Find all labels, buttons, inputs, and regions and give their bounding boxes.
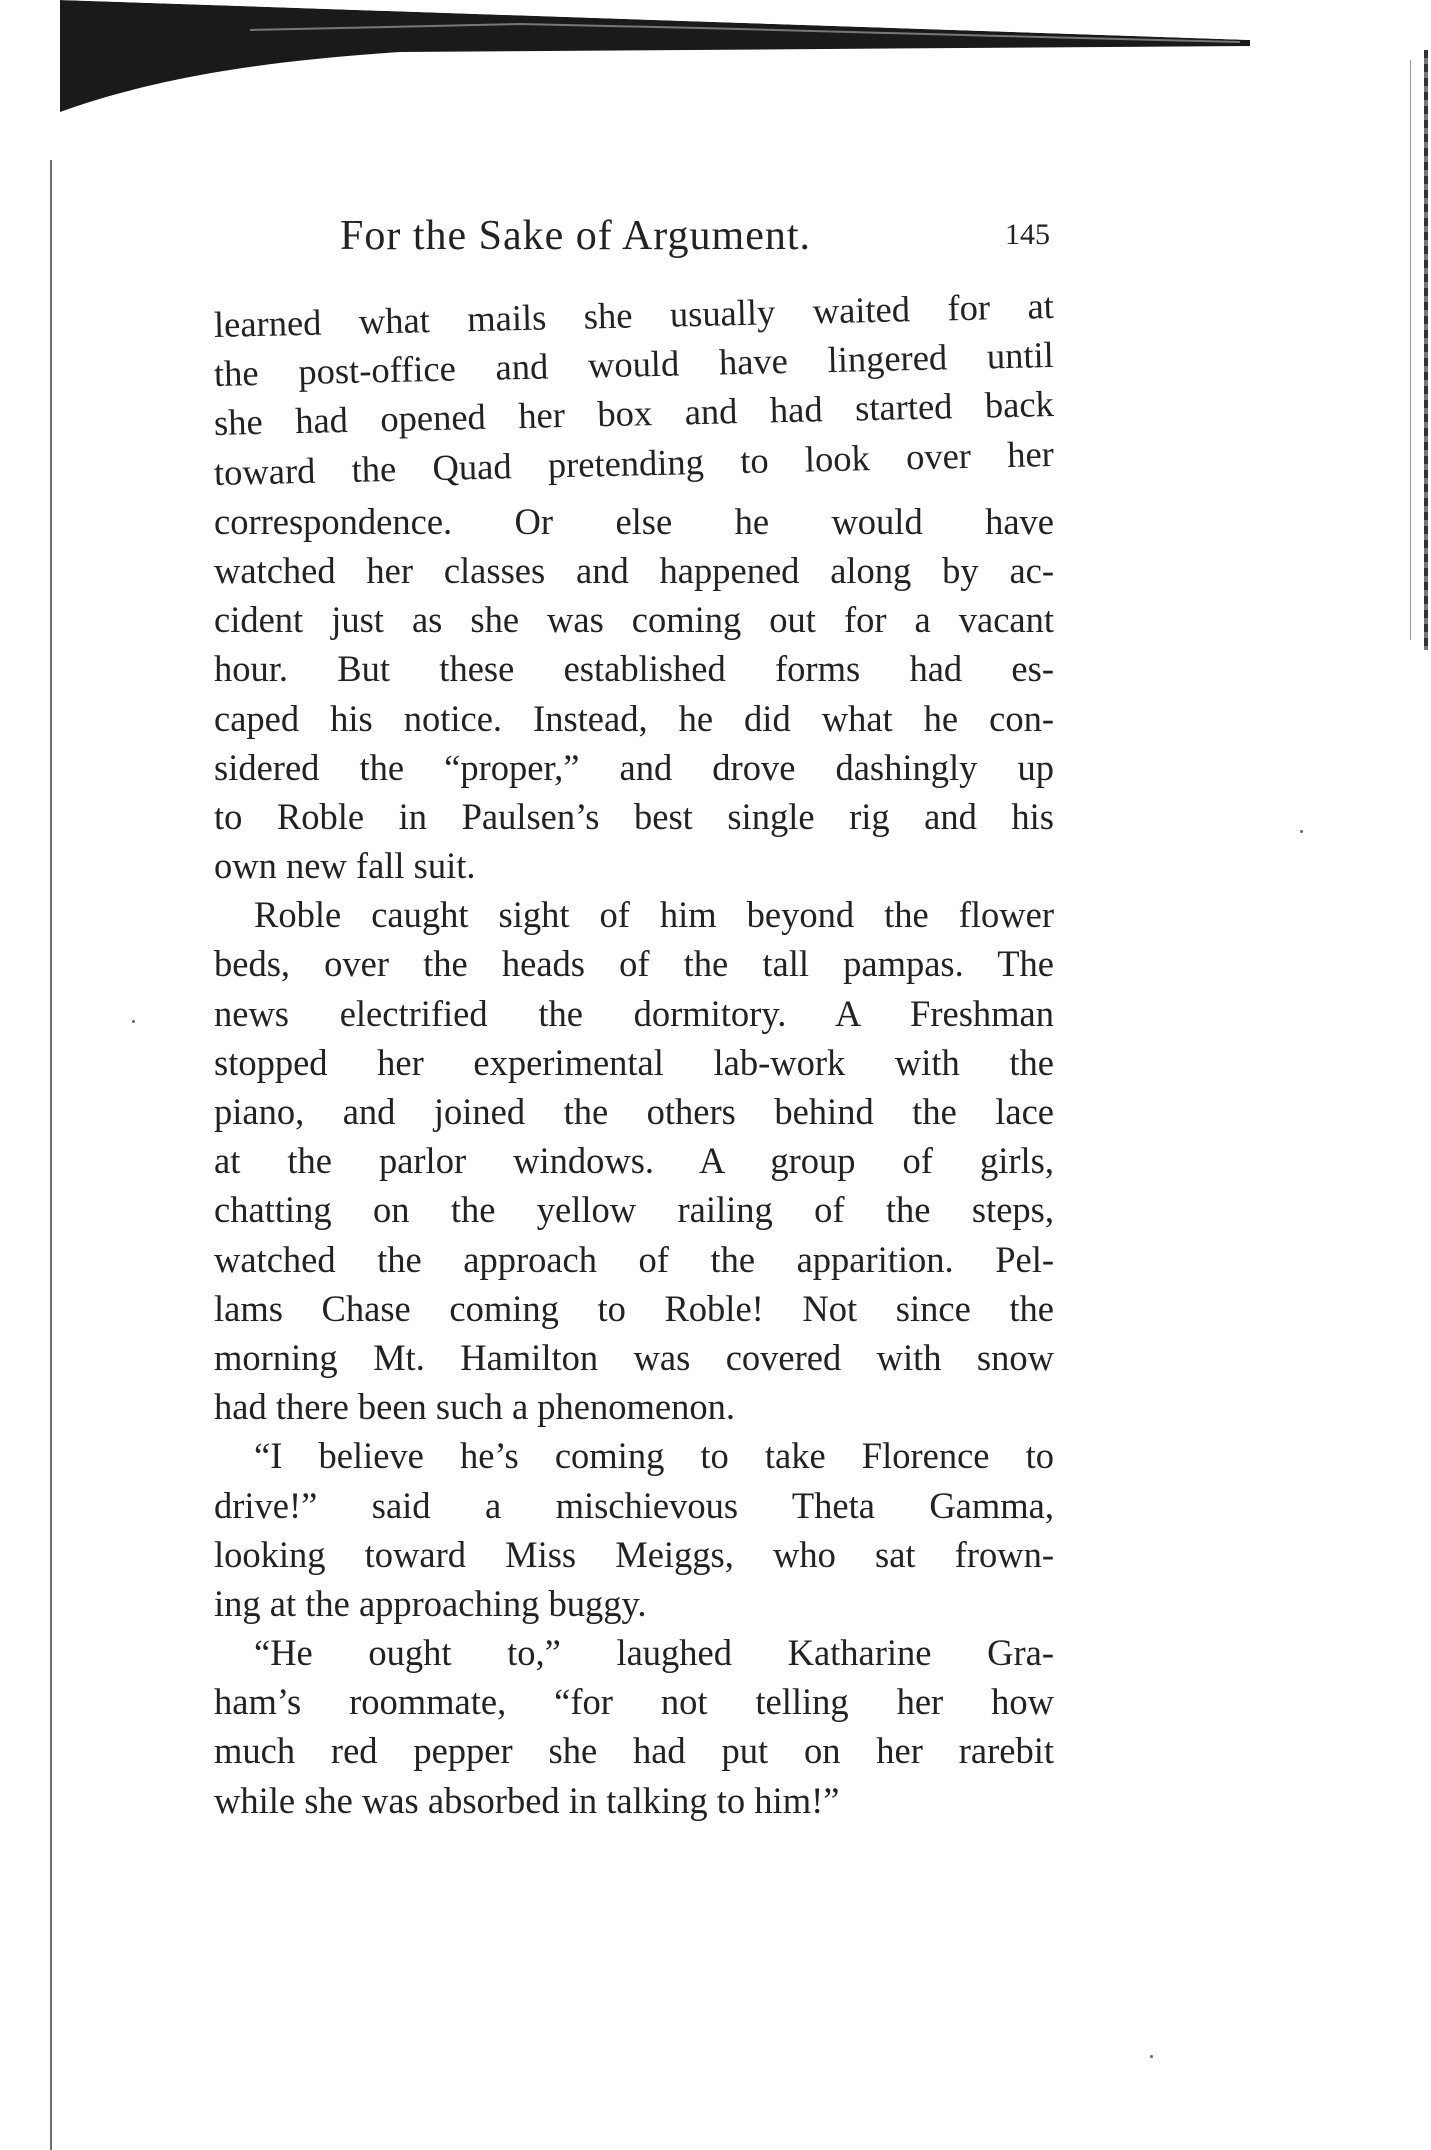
text-line: hour. But these established forms had es-: [214, 648, 1054, 690]
paragraph: [213, 284, 1055, 890]
text-line: at the parlor windows. A group of girls,: [214, 1140, 1054, 1182]
text-line: chatting on the yellow railing of the steps,: [214, 1189, 1054, 1231]
text-line: much red pepper she had put on her rarebit: [214, 1730, 1054, 1772]
text-line: had there been such a phenomenon.: [214, 1386, 735, 1428]
running-title: For the Sake of Argument.: [340, 213, 812, 259]
text-line: “I believe he’s coming to take Florence to: [254, 1435, 1054, 1477]
text-line: sidered the “proper,” and drove dashingly up: [214, 746, 1054, 788]
text-line: Roble caught sight of him beyond the flower: [254, 894, 1054, 936]
text-line: stopped her experimental lab-work with the: [214, 1041, 1054, 1083]
paragraph: [214, 890, 1054, 1431]
body-text: [213, 284, 1055, 1825]
text-line: toward the Quad pretending to look over her: [213, 432, 1055, 493]
text-line: ing at the approaching buggy.: [214, 1582, 647, 1624]
text-line: beds, over the heads of the tall pampas. The: [214, 943, 1054, 985]
text-line: the post-office and would have lingered until: [213, 334, 1055, 395]
scan-shadow-top: [0, 0, 1431, 140]
page-left-edge-line: [50, 160, 52, 2150]
text-line: she had opened her box and had started back: [213, 383, 1055, 444]
text-line: cident just as she was coming out for a vacant: [214, 599, 1054, 641]
text-line: watched her classes and happened along by ac-: [214, 549, 1054, 591]
dust-speck: [1150, 2055, 1153, 2058]
text-line: learned what mails she usually waited for at: [213, 284, 1055, 345]
text-line: own new fall suit.: [214, 845, 476, 887]
page-number: 145: [1005, 218, 1050, 251]
text-line: “He ought to,” laughed Katharine Gra-: [254, 1632, 1054, 1674]
text-line: correspondence. Or else he would have: [214, 500, 1054, 542]
text-line: ham’s roommate, “for not telling her how: [214, 1681, 1054, 1723]
dust-speck: [132, 1020, 135, 1023]
text-line: watched the approach of the apparition. Pel-: [214, 1238, 1054, 1280]
text-line: looking toward Miss Meiggs, who sat frown-: [214, 1533, 1054, 1575]
paragraph: [214, 1628, 1054, 1825]
text-line: caped his notice. Instead, he did what he con-: [214, 697, 1054, 739]
text-line: while she was absorbed in talking to him!”: [214, 1779, 840, 1821]
text-line: lams Chase coming to Roble! Not since the: [214, 1287, 1054, 1329]
text-line: morning Mt. Hamilton was covered with snow: [214, 1336, 1054, 1378]
text-line: to Roble in Paulsen’s best single rig and his: [214, 795, 1054, 837]
page-right-edge-line: [1410, 60, 1411, 640]
paragraph: [214, 1431, 1054, 1628]
running-head: [340, 212, 1050, 272]
page-right-edge-mark: [1424, 50, 1428, 650]
text-line: drive!” said a mischievous Theta Gamma,: [214, 1484, 1054, 1526]
dust-speck: [1300, 830, 1303, 833]
text-line: piano, and joined the others behind the lace: [214, 1091, 1054, 1132]
text-line: news electrified the dormitory. A Freshman: [214, 992, 1054, 1034]
